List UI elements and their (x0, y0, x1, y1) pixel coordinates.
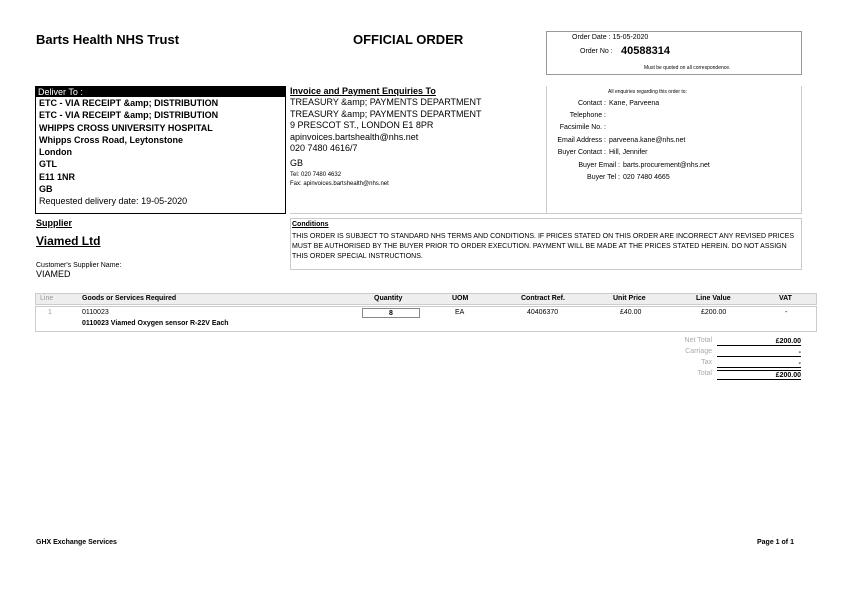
deliver-line: GTL (39, 159, 57, 170)
col-quantity: Quantity (374, 295, 403, 302)
contact-label: Contact : (577, 100, 606, 107)
total-value: £200.00 (717, 370, 801, 380)
carriage-value: - (717, 348, 801, 357)
invoice-line: 020 7480 4616/7 (290, 143, 358, 153)
invoice-line: apinvoices.bartshealth@nhs.net (290, 131, 419, 142)
net-total-value: £200.00 (717, 337, 801, 346)
footer-service: GHX Exchange Services (36, 539, 117, 546)
invoice-title: Invoice and Payment Enquiries To (290, 86, 436, 96)
net-total-label: Net Total (684, 337, 712, 344)
page-number: Page 1 of 1 (757, 539, 794, 546)
invoice-line: GB (290, 157, 304, 168)
deliver-line: ETC - VIA RECEIPT &amp; DISTRIBUTION (39, 110, 219, 121)
deliver-line: Whipps Cross Road, Leytonstone (39, 134, 184, 145)
contact-label: Email Address : (557, 137, 606, 144)
conditions-box (290, 218, 802, 270)
invoice-tel: Tel: 020 7480 4632 (290, 172, 342, 178)
conditions-text: THIS ORDER IS SUBJECT TO STANDARD NHS TERMS AND CONDITIONS. IF PRICES STATED ON THIS ORDER ARE INCORRECT ANY REVISED PRICES MUST BE AUTHORISED BY THE BUYER PRIOR TO ORDER EXECUTION. PAYMENT WILL BE MADE AT THE PRICES STATED HEREIN. DO NOT ASSIGN THIS ORDER SPECIAL INSTRUCTIONS. (292, 233, 795, 260)
customer-supplier-value: VIAMED (36, 269, 71, 279)
row-line: 1 (48, 309, 52, 316)
row-quantity: 8 (362, 308, 420, 318)
row-vat: - (785, 309, 788, 316)
deliver-line: London (39, 147, 72, 158)
deliver-to-box (35, 86, 286, 214)
tax-label: Tax (701, 359, 712, 366)
supplier-name: Viamed Ltd (36, 234, 101, 248)
conditions-title: Conditions (292, 221, 329, 228)
deliver-line: E11 1NR (39, 171, 76, 182)
invoice-line: 9 PRESCOT ST., LONDON E1 8PR (290, 120, 434, 130)
total-label: Total (697, 370, 712, 377)
order-number: 40588314 (621, 45, 670, 57)
row-description: 0110023 Viamed Oxygen sensor R-22V Each (82, 320, 229, 327)
contact-value: Hill, Jennifer (609, 149, 648, 156)
col-line: Line (40, 295, 54, 302)
invoice-block (290, 86, 546, 187)
order-date: Order Date : 15-05-2020 (572, 34, 649, 41)
col-unit-price: Unit Price (613, 295, 646, 302)
contact-label: Telephone : (569, 112, 606, 119)
trust-name: Barts Health NHS Trust (36, 32, 180, 47)
contact-label: Buyer Contact : (557, 149, 606, 156)
row-code: 0110023 (82, 309, 109, 316)
invoice-line: TREASURY &amp; PAYMENTS DEPARTMENT (290, 97, 482, 107)
enquiries-note: All enquiries regarding this order to: (608, 89, 687, 95)
tax-value: - (717, 359, 801, 368)
col-line-value: Line Value (696, 295, 731, 302)
contact-label: Buyer Tel : (587, 174, 620, 181)
contact-value: Kane, Parveena (609, 100, 660, 107)
invoice-fax: Fax: apinvoices.bartshealth@nhs.net (290, 181, 389, 187)
row-unit-price: £40.00 (620, 309, 642, 316)
col-uom: UOM (452, 295, 469, 302)
customer-supplier-label: Customer's Supplier Name: (36, 262, 122, 269)
order-no-label: Order No : (580, 48, 613, 55)
table-row (35, 306, 817, 332)
deliver-line: WHIPPS CROSS UNIVERSITY HOSPITAL (39, 122, 213, 133)
deliver-line: GB (39, 184, 53, 195)
document-title: OFFICIAL ORDER (353, 32, 464, 47)
col-goods: Goods or Services Required (82, 295, 177, 302)
contact-label: Buyer Email : (578, 162, 620, 169)
deliver-to-title: Deliver To : (36, 87, 285, 97)
row-uom: EA (455, 309, 465, 316)
supplier-heading: Supplier (36, 218, 73, 228)
contact-value: 020 7480 4665 (623, 174, 670, 181)
invoice-line: TREASURY &amp; PAYMENTS DEPARTMENT (290, 108, 482, 119)
requested-delivery-date: Requested delivery date: 19-05-2020 (39, 196, 188, 207)
carriage-label: Carriage (685, 348, 712, 355)
row-line-value: £200.00 (701, 309, 727, 316)
contact-label: Facsimile No. : (559, 124, 606, 131)
quote-note: Must be quoted on all correspondence. (644, 65, 731, 71)
col-contract: Contract Ref. (521, 295, 565, 302)
col-vat: VAT (779, 295, 792, 302)
row-contract: 40406370 (527, 309, 559, 316)
contact-value: barts.procurement@nhs.net (623, 162, 710, 169)
order-info-box (546, 31, 802, 75)
deliver-line: ETC - VIA RECEIPT &amp; DISTRIBUTION (39, 98, 219, 108)
contact-value: parveena.kane@nhs.net (609, 137, 686, 144)
